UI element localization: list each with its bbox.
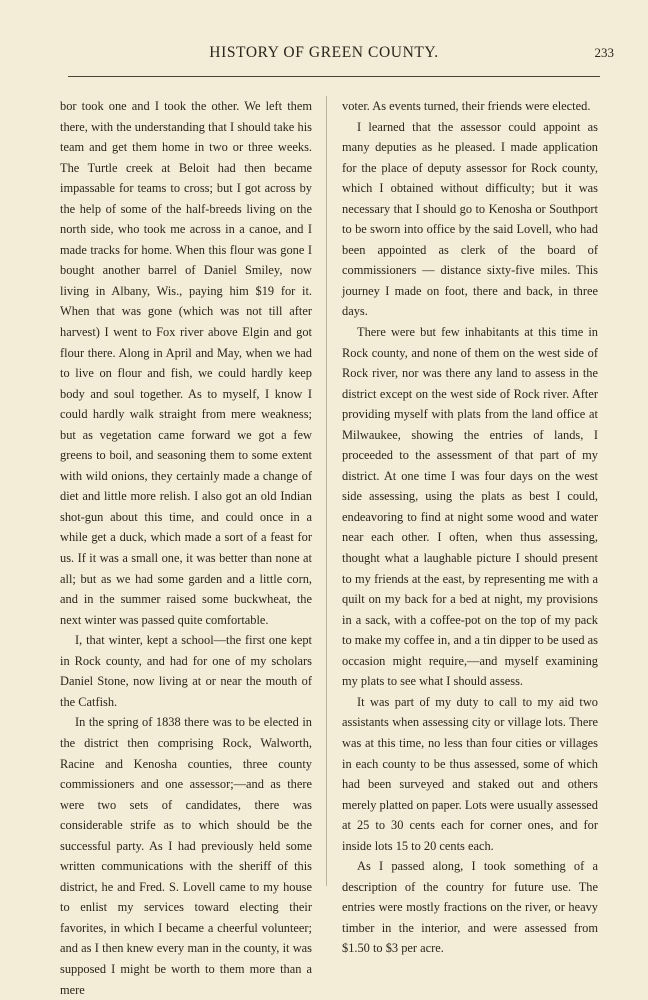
paragraph: As I passed along, I took something of a description of the country for future use. The entries were mostly fractions on the river, or heavy timber in the interior, and were assessed from $1.50 to $3 per acre. xyxy=(342,859,598,956)
paragraph: In the spring of 1838 there was to be elected in the district then comprising Rock, Walworth, Racine and Kenosha counties, three county commissioners and one assessor;—and as there were two sets of candidates, there was considerable strife as to which should be the successful party. As I had previously held some written communications with the sheriff of this district, he and Fred. S. Lovell came to my house to enlist my services toward electing their favorites, in which I became a cheerful volunteer; and as I then knew every man in the county, it was supposed I might be worth to them more than a mere xyxy=(60,715,312,997)
paragraph: I, that winter, kept a school—the first one kept in Rock county, and had for one of my scholars Daniel Stone, now living at or near the mouth of the Catfish. xyxy=(60,633,312,709)
running-title: HISTORY OF GREEN COUNTY. xyxy=(209,44,439,61)
page-number: 233 xyxy=(594,45,614,60)
header-rule xyxy=(68,76,600,77)
paragraph-continued: voter. As events turned, their friends were elected. xyxy=(342,99,591,113)
right-column xyxy=(342,96,598,959)
running-header xyxy=(28,40,620,80)
left-column xyxy=(60,96,312,1000)
column-gutter xyxy=(326,96,327,886)
paragraph: There were but few inhabitants at this time in Rock county, and none of them on the west side of Rock river, nor was there any land to assess in the district except on the west side of Rock river. After providing myself with plats from the land office at Milwaukee, showing the entries of lands, I proceeded to the assessment of that part of my district. At one time I was four days on the west side assessing, using the plats as best I could, endeavoring to find at night some wood and water near each other. I often, when thus assessing, thought what a laughable picture I should present to my friends at the east, by representing me with a quilt on my back for a bed at night, my provisions in a sack, with a coffee-pot on the top of my pack to make my coffee in, and a tin dipper to be used as occasion might require,—and myself examining my plats to see what I should assess. xyxy=(342,325,598,689)
paragraph: I learned that the assessor could appoint as many deputies as he pleased. I made application for the place of deputy assessor for Rock county, which I obtained without difficulty; but it was necessary that I should go to Kenosha or Southport to be sworn into office by the said Lovell, who had been appointed as clerk of the board of commissioners — distance sixty-five miles. This journey I made on foot, there and back, in three days. xyxy=(342,119,598,319)
paragraph: It was part of my duty to call to my aid two assistants when assessing city or village lots. There was at this time, no less than four cities or villages in each county to be thus assessed, some of which had been surveyed and staked out and others merely platted on paper. Lots were usually assessed at 25 to 30 cents each for corner ones, and for inside lots 15 to 20 cents each. xyxy=(342,694,598,853)
paragraph-continued: bor took one and I took the other. We left them there, with the understanding that I should take his team and get them home in two or three weeks. The Turtle creek at Beloit had then became impassable for teams to cross; but I got across by the help of some of the half-breeds living on the north side, who took me across in a canoe, and I made tracks for home. When this flour was gone I bought another barrel of Daniel Smiley, now living in Albany, Wis., paying him $19 for it. When that was gone (which was not till after harvest) I went to Fox river above Elgin and got flour there. Along in April and May, when we had to live on flour and fish, we could hardly keep body and soul together. As to myself, I know I could hardly walk straight from mere weakness; but as vegetation came forward we got a few greens to boil, and seasoning them to some extent with wild onions, they certainly made a change of diet and little more relish. I also got an old Indian shot-gun about this time, and could once in a while get a duck, which made a sort of a feast for us. If it was a small one, it was better than none at all; but as we had some garden and a little corn, and in the summer raised some buckwheat, the next winter was passed quite comfortable. xyxy=(60,99,312,627)
